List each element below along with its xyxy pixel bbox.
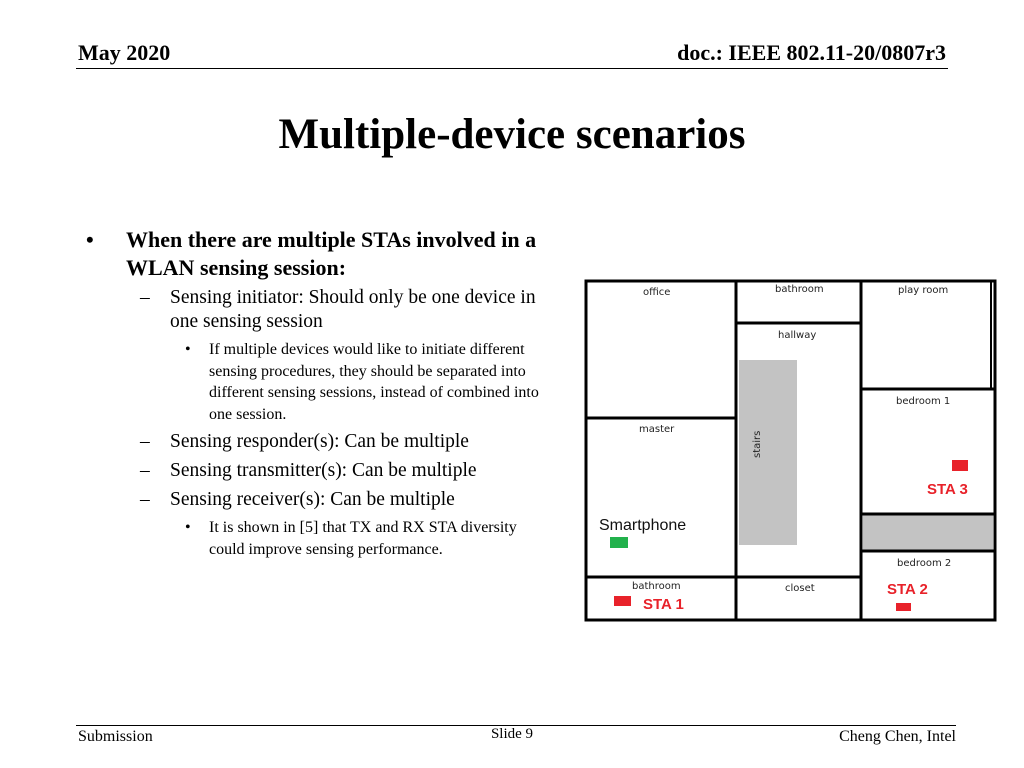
bullet-responder — [80, 430, 550, 454]
sta3-label: STA 3 — [927, 481, 968, 498]
bullet-transmitter-text: Sensing transmitter(s): Can be multiple — [170, 460, 477, 481]
bullet-marker: • — [185, 341, 191, 358]
sta2-marker — [896, 603, 911, 611]
dash-marker: – — [140, 489, 150, 510]
header-doc-id: doc.: IEEE 802.11-20/0807r3 — [677, 40, 946, 65]
footer-submission: Submission — [78, 728, 153, 745]
bullet-responder-text: Sensing responder(s): Can be multiple — [170, 431, 469, 452]
dash-marker: – — [140, 460, 150, 481]
sta1-marker — [614, 596, 631, 606]
room-label-office: office — [643, 287, 671, 298]
bullet-receiver-text: Sensing receiver(s): Can be multiple — [170, 489, 455, 510]
header-date: May 2020 — [78, 40, 171, 65]
bullet-initiator — [80, 286, 550, 334]
room-label-bathroom-top: bathroom — [775, 284, 824, 295]
smartphone-marker — [610, 537, 628, 548]
bullet-list — [80, 226, 550, 565]
bullet-marker: • — [185, 519, 191, 536]
bullet-initiator-text: Sensing initiator: Should only be one device in one sensing session — [170, 287, 536, 332]
footer-author: Cheng Chen, Intel — [839, 728, 956, 745]
smartphone-label: Smartphone — [599, 517, 687, 534]
bullet-marker: • — [86, 227, 94, 252]
room-label-hallway: hallway — [778, 330, 817, 341]
dash-marker: – — [140, 431, 150, 452]
header-divider — [76, 68, 948, 69]
room-label-closet: closet — [785, 583, 815, 594]
bullet-main-text: When there are multiple STAs involved in a WLAN sensing session: — [126, 227, 537, 280]
slide-title: Multiple-device scenarios — [278, 111, 746, 158]
bullet-main — [80, 226, 550, 282]
bullet-initiator-note-text: If multiple devices would like to initiate different sensing procedures, they should be separated into different sensing sessions, instead of combined into one session. — [209, 341, 539, 423]
room-label-bedroom2: bedroom 2 — [897, 558, 952, 569]
sta1-label: STA 1 — [643, 596, 684, 613]
stairs-area — [739, 360, 797, 545]
bullet-initiator-note — [80, 339, 550, 425]
sta3-marker — [952, 460, 968, 471]
floorplan-diagram — [583, 278, 998, 622]
bullet-receiver-note-text: It is shown in [5] that TX and RX STA diversity could improve sensing performance. — [209, 519, 517, 558]
room-label-master: master — [639, 424, 675, 435]
corridor-strip — [863, 515, 993, 551]
room-label-stairs: stairs — [752, 430, 763, 458]
room-label-bathroom-bottom: bathroom — [632, 581, 681, 592]
bullet-receiver — [80, 488, 550, 512]
room-label-bedroom1: bedroom 1 — [896, 396, 951, 407]
sta2-label: STA 2 — [887, 581, 928, 598]
room-label-play-room: play room — [898, 285, 949, 296]
bullet-receiver-note — [80, 517, 550, 560]
bullet-transmitter — [80, 459, 550, 483]
footer-slide-number: Slide 9 — [490, 726, 534, 742]
dash-marker: – — [140, 287, 150, 308]
